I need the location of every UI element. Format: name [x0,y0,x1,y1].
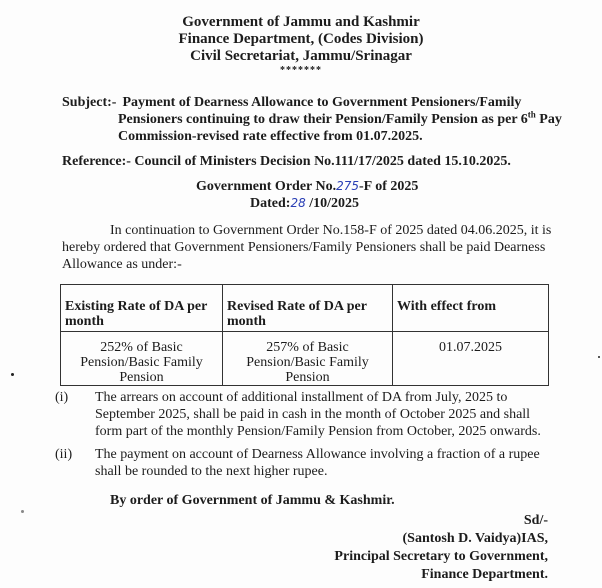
letterhead-line-3: Civil Secretariat, Jammu/Srinagar [190,48,412,64]
order-number-handwritten: 275 [336,179,360,193]
letterhead-line-1: Government of Jammu and Kashmir [182,14,420,30]
subject-superscript: th [527,109,536,120]
intro-line-1: In continuation to Government Order No.158-F of 2025 dated 04.06.2025, it is [110,223,552,238]
table-header-row [61,285,549,332]
reference: Reference:- Council of Ministers Decision No.111/17/2025 dated 15.10.2025. [62,154,511,169]
scan-dot-mark [11,373,14,376]
subject-line-1: Payment of Dearness Allowance to Government Pensioners/Family [122,95,522,110]
letterhead-stars: ******* [280,65,322,76]
point-i-marker: (i) [55,390,69,405]
order-date [250,195,359,212]
header-revised-rate-text: Revised Rate of DA per month [227,299,367,329]
letterhead-line-2: Finance Department, (Codes Division) [178,31,424,47]
signature-name: (Santosh D. Vaidya)IAS, [402,531,548,546]
header-existing-rate [61,285,223,332]
header-existing-rate-text: Existing Rate of DA per month [65,299,208,329]
scan-dot-mark [598,356,600,358]
point-i-line-1: The arrears on account of additional installment of DA from July, 2025 to [95,390,508,405]
closing-line: By order of Government of Jammu & Kashmir. [110,493,395,508]
header-effect-from [393,285,549,332]
cell-existing-rate: 252% of Basic Pension/Basic Family Pension [61,332,223,386]
order-suffix: -F of 2025 [359,179,419,194]
subject-line-2-end: Pay [535,112,562,127]
intro-line-2: hereby ordered that Government Pensioners/Family Pensioners shall be paid Dearness [62,240,546,255]
order-number [196,178,418,195]
subject-line-2 [118,111,562,128]
point-ii-line-1: The payment on account of Dearness Allowance involving a fraction of a rupee [95,447,540,462]
cell-revised-rate: 257% of Basic Pension/Basic Family Pension [223,332,393,386]
point-ii-line-2: shall be rounded to the next higher rupee. [95,464,328,479]
point-i-line-3: form part of the monthly Pension/Family Pension from October, 2025 onwards. [95,424,541,439]
scan-dot-mark [21,510,24,513]
signature-sd: Sd/- [523,513,548,528]
intro-line-3: Allowance as under:- [62,257,182,272]
subject-line-2-text: Pensioners continuing to draw their Pension/Family Pension as per 6 [118,112,528,127]
order-dated-label: Dated: [250,196,291,211]
signature-dept: Finance Department. [421,567,548,582]
header-revised-rate [223,285,393,332]
subject-row-1 [62,94,552,111]
subject-label: Subject:- [62,95,117,110]
table-row [61,332,549,386]
header-effect-from-text: With effect from [397,299,496,314]
order-day-handwritten: 28 [290,196,306,210]
subject-line-3: Commission-revised rate effective from 01.07.2025. [118,129,423,144]
cell-effect-date: 01.07.2025 [393,332,549,386]
point-i-line-2: September 2025, shall be paid in cash in the month of October 2025 and shall [95,407,531,422]
order-prefix: Government Order No. [196,179,337,194]
signature-title: Principal Secretary to Government, [334,549,548,564]
point-ii-marker: (ii) [55,447,73,462]
da-rate-table [60,284,549,386]
order-dated-rest: /10/2025 [305,196,359,211]
